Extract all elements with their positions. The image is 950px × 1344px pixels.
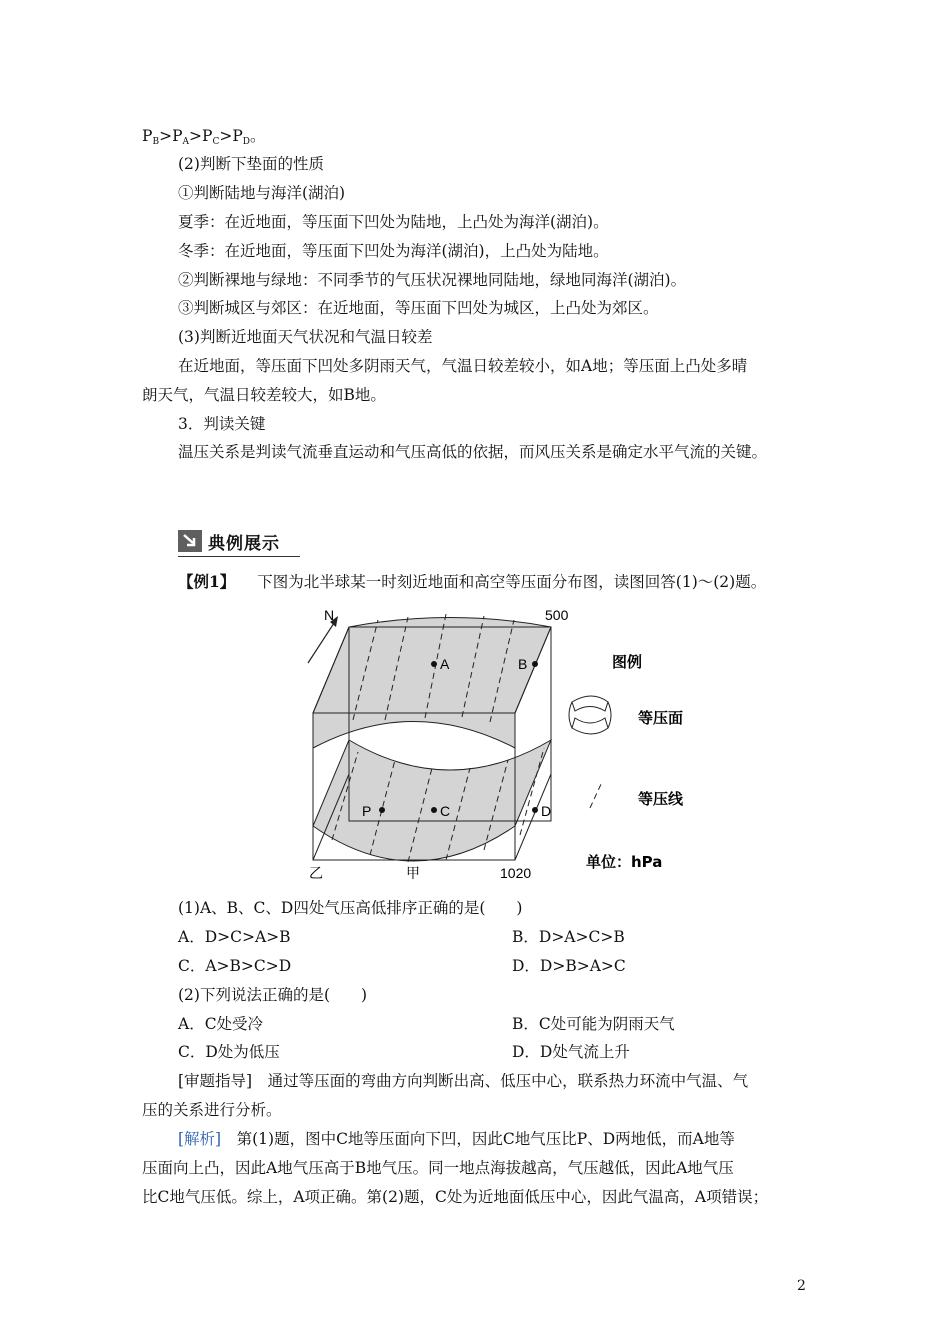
q1-option-c[interactable]: C．A>B>C>D	[178, 957, 292, 975]
label-b: B	[518, 656, 528, 672]
q1-option-b[interactable]: B．D>A>C>B	[512, 928, 625, 946]
q1-option-a[interactable]: A．D>C>A>B	[178, 928, 291, 946]
legend-line-icon	[590, 782, 602, 808]
q2-option-a[interactable]: A．C处受冷	[178, 1015, 264, 1033]
page-number: 2	[797, 1278, 806, 1294]
text-line: 冬季：在近地面，等压面下凹处为海洋(湖泊)，上凸处为陆地。	[178, 242, 609, 260]
q2-option-b[interactable]: B．C处可能为阴雨天气	[512, 1015, 675, 1033]
label-a: A	[440, 656, 450, 672]
section-header	[178, 528, 280, 554]
text-line: ②判断裸地与绿地：不同季节的气压状况裸地同陆地，绿地同海洋(湖泊)。	[178, 271, 687, 289]
pressure-order-line: $P_B>P_A>P_C>P_D$。	[142, 127, 266, 147]
text-line: (3)判断近地面天气状况和气温日较差	[178, 328, 433, 346]
q2-option-c[interactable]: C．D处为低压	[178, 1043, 280, 1061]
guide-line-2: 压的关系进行分析。	[142, 1101, 282, 1119]
legend-line-label: 等压线	[638, 790, 684, 808]
question-1-stem: (1)A、B、C、D四处气压高低排序正确的是( )	[178, 899, 523, 917]
guide-label: [审题指导]	[178, 1072, 253, 1090]
point-c	[431, 807, 437, 813]
top-value-label: 500	[545, 607, 569, 623]
guide-line-1: [审题指导] 通过等压面的弯曲方向判断出高、低压中心，联系热力环流中气温、气	[178, 1072, 749, 1090]
analysis-line-1: [解析] 第(1)题，图中C地等压面向下凹，因此C地气压比P、D两地低，而A地等	[178, 1130, 735, 1148]
unit-label: 单位：hPa	[586, 853, 663, 871]
label-c: C	[440, 803, 451, 819]
label-jia: 甲	[406, 866, 420, 882]
question-2-stem: (2)下列说法正确的是( )	[178, 986, 368, 1004]
isobaric-diagram	[300, 600, 720, 890]
q2-option-d[interactable]: D．D处气流上升	[512, 1043, 630, 1061]
label-yi: 乙	[309, 866, 323, 882]
text-line: 夏季：在近地面，等压面下凹处为陆地，上凸处为海洋(湖泊)。	[178, 213, 609, 231]
analysis-label: [解析]	[178, 1130, 222, 1148]
point-d	[532, 807, 538, 813]
text-line: 温压关系是判读气流垂直运动和气压高低的依据，而风压关系是确定水平气流的关键。	[178, 443, 768, 461]
label-d: D	[541, 803, 552, 819]
point-b	[532, 661, 538, 667]
example-line	[178, 572, 766, 592]
q1-option-d[interactable]: D．D>B>A>C	[512, 957, 626, 975]
point-a	[431, 661, 437, 667]
text-line: (2)判断下垫面的性质	[178, 155, 324, 173]
analysis-line-3: 比C地气压低。综上，A项正确。第(2)题，C处为近地面低压中心，因此气温高，A项错误；	[142, 1188, 769, 1206]
example-label: 【例1】	[178, 572, 236, 591]
legend-surface-icon	[572, 696, 608, 711]
example-text: 下图为北半球某一时刻近地面和高空等压面分布图，读图回答(1)～(2)题。	[257, 573, 767, 591]
text-line: 朗天气，气温日较差较大，如B地。	[142, 386, 386, 404]
section-divider	[178, 556, 300, 557]
north-label: N	[324, 607, 335, 623]
arrow-badge-icon	[178, 530, 202, 552]
text-line: ③判断城区与郊区：在近地面，等压面下凹处为城区，上凸处为郊区。	[178, 299, 659, 317]
section-title: 典例展示	[208, 533, 280, 554]
north-arrow	[308, 620, 336, 663]
text-line: 在近地面，等压面下凹处多阴雨天气，气温日较差较小，如A地；等压面上凸处多晴	[178, 357, 748, 375]
text-line: ①判断陆地与海洋(湖泊)	[178, 184, 346, 202]
analysis-line-2: 压面向上凸，因此A地气压高于B地气压。同一地点海拔越高，气压越低，因此A地气压	[142, 1159, 734, 1177]
text-line: 3．判读关键	[178, 415, 266, 433]
label-p: P	[362, 803, 372, 819]
bottom-value-label: 1020	[500, 865, 532, 881]
point-p	[379, 807, 385, 813]
legend-title: 图例	[612, 653, 643, 671]
legend-surface-label: 等压面	[638, 709, 684, 727]
